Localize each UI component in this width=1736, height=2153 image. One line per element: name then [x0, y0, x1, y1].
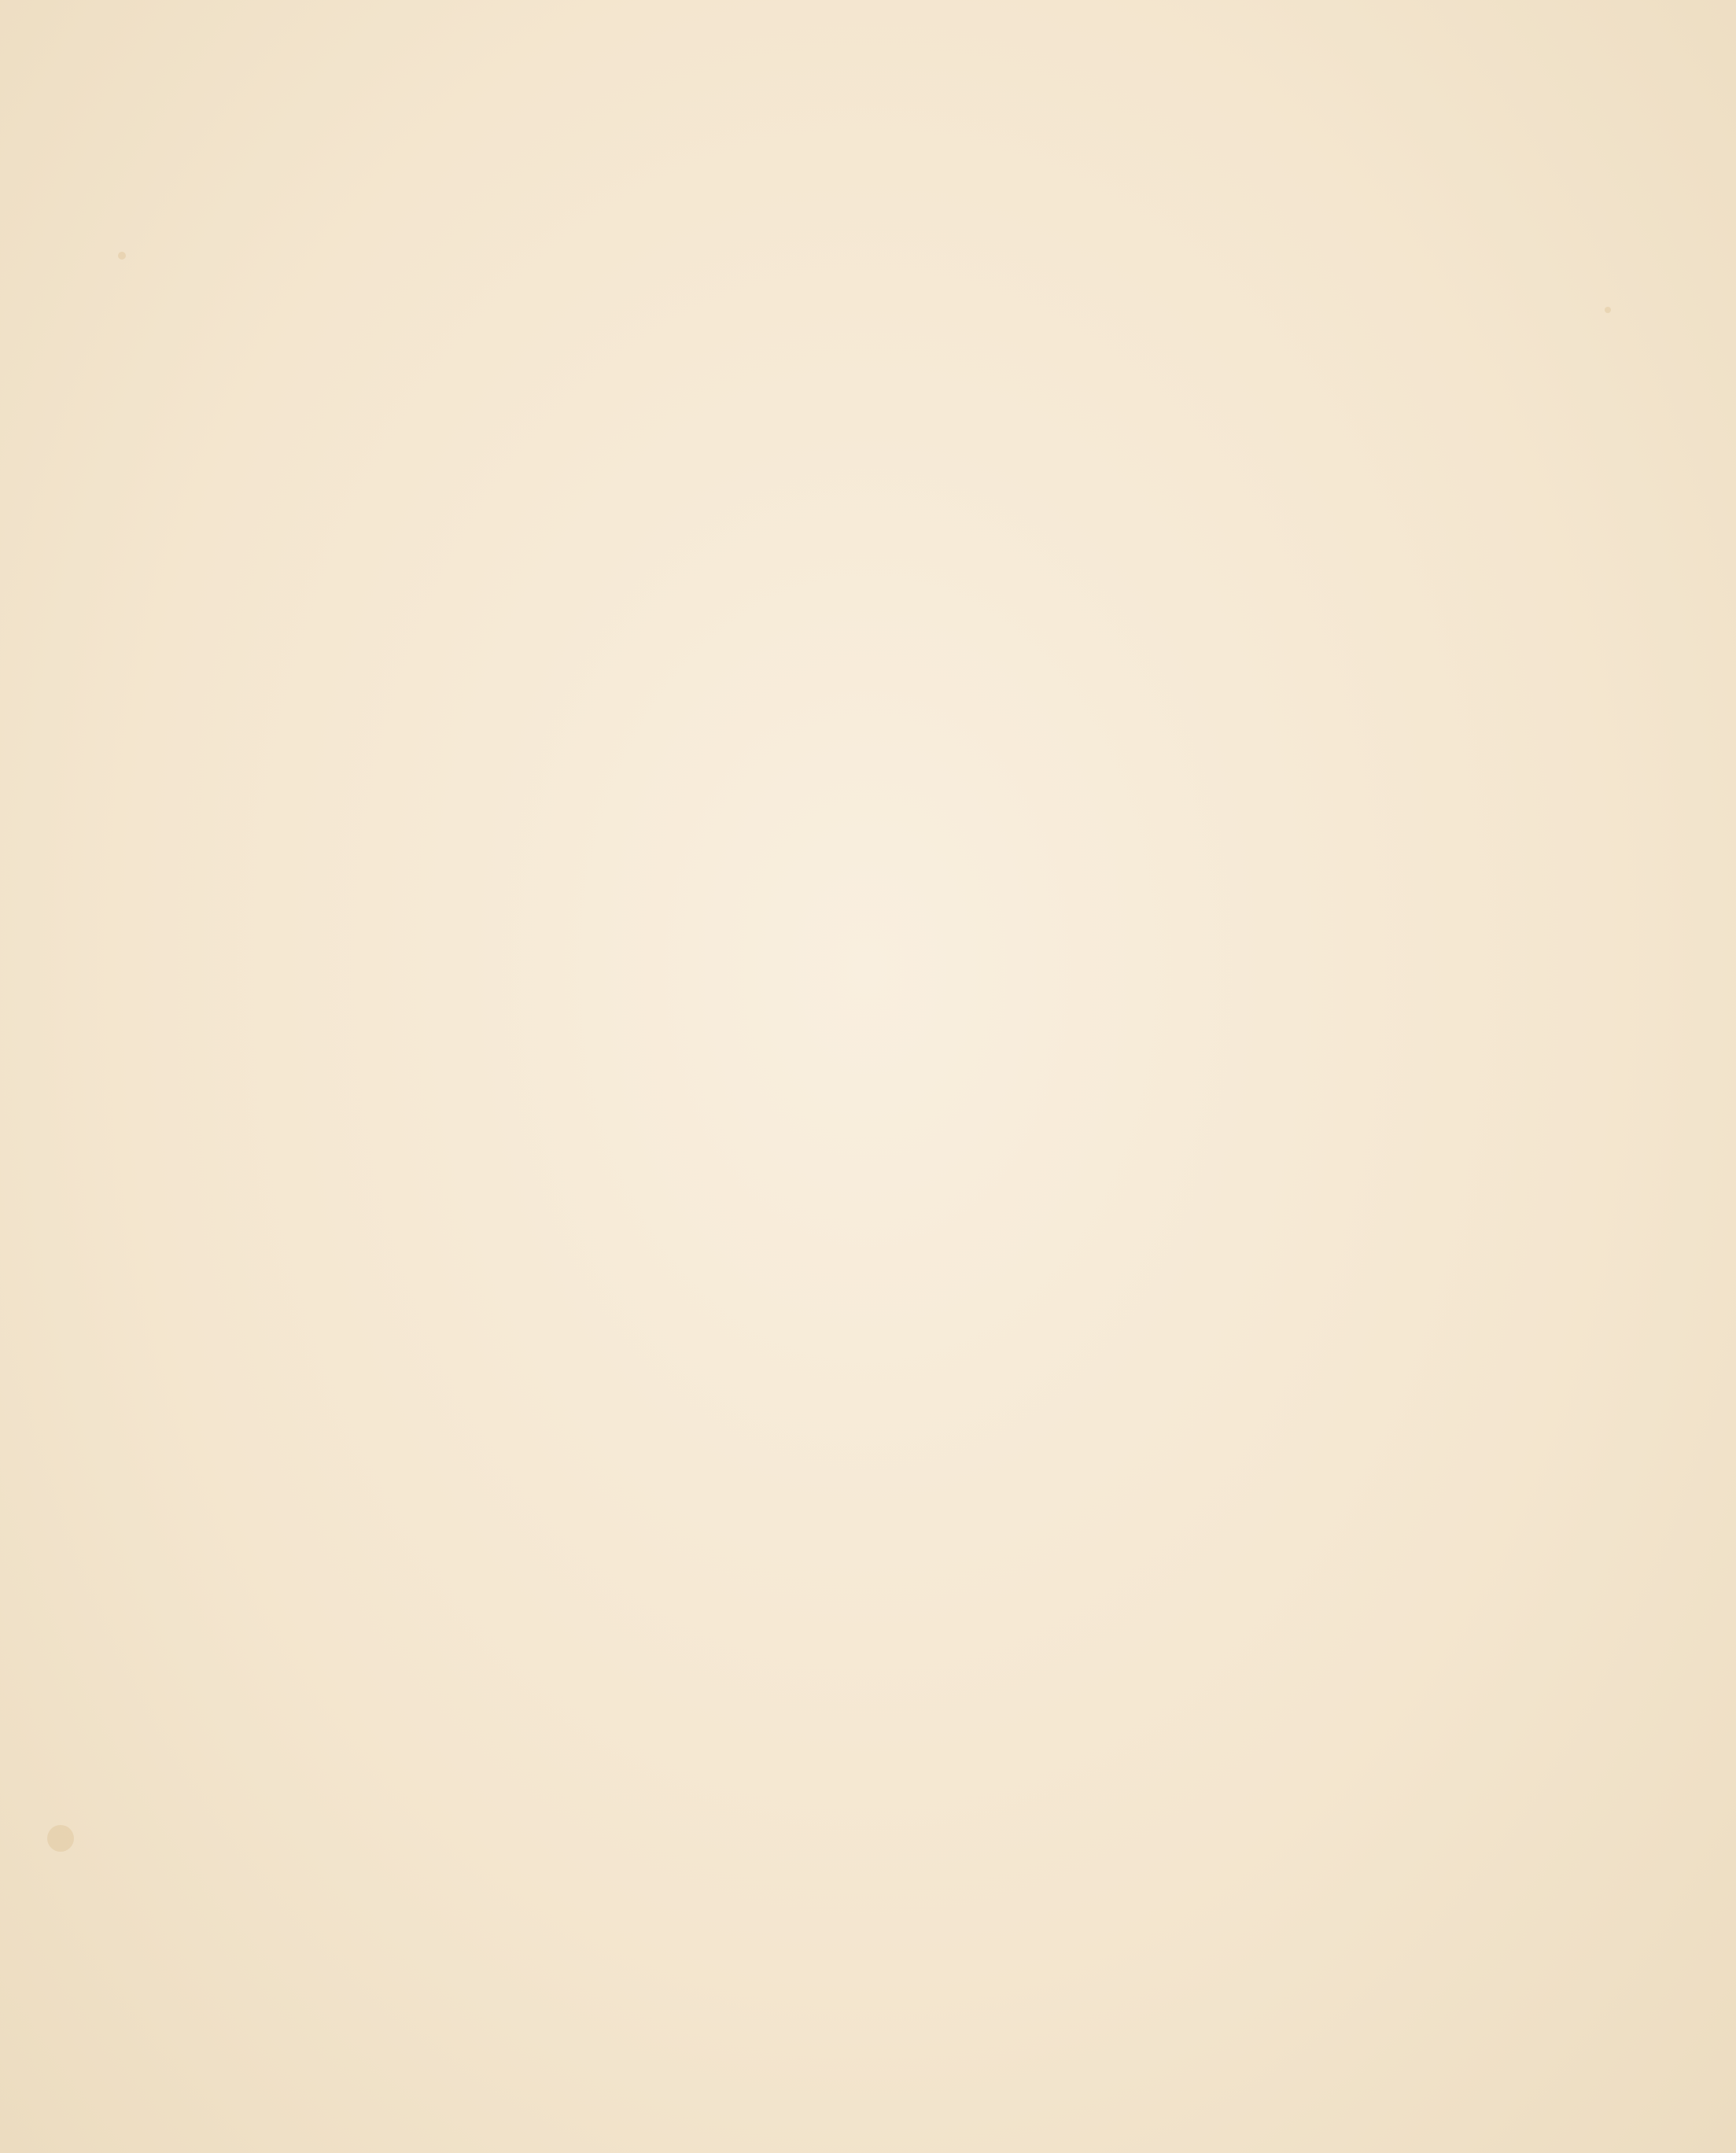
paragraph-case-description — [294, 637, 1449, 1609]
text-line — [294, 936, 1449, 1011]
text-line — [294, 1534, 1449, 1609]
text-line — [294, 1160, 1449, 1235]
text-line — [294, 1310, 1449, 1384]
text-line — [294, 1760, 1449, 1835]
text-line — [294, 712, 1449, 787]
foxing-spot — [118, 252, 126, 260]
foxing-spot — [1605, 307, 1611, 313]
text-line — [294, 787, 1449, 861]
text-line — [294, 1459, 1449, 1534]
text-line — [294, 1686, 1449, 1760]
text-line — [294, 637, 1449, 712]
text-line — [294, 1011, 1449, 1086]
text-line — [294, 1235, 1449, 1310]
text-line — [294, 1384, 1449, 1459]
text-line — [294, 861, 1449, 936]
paragraph-hannah-excell — [294, 1686, 1449, 1835]
text-line — [294, 1086, 1449, 1160]
foxing-spot — [47, 1825, 74, 1852]
